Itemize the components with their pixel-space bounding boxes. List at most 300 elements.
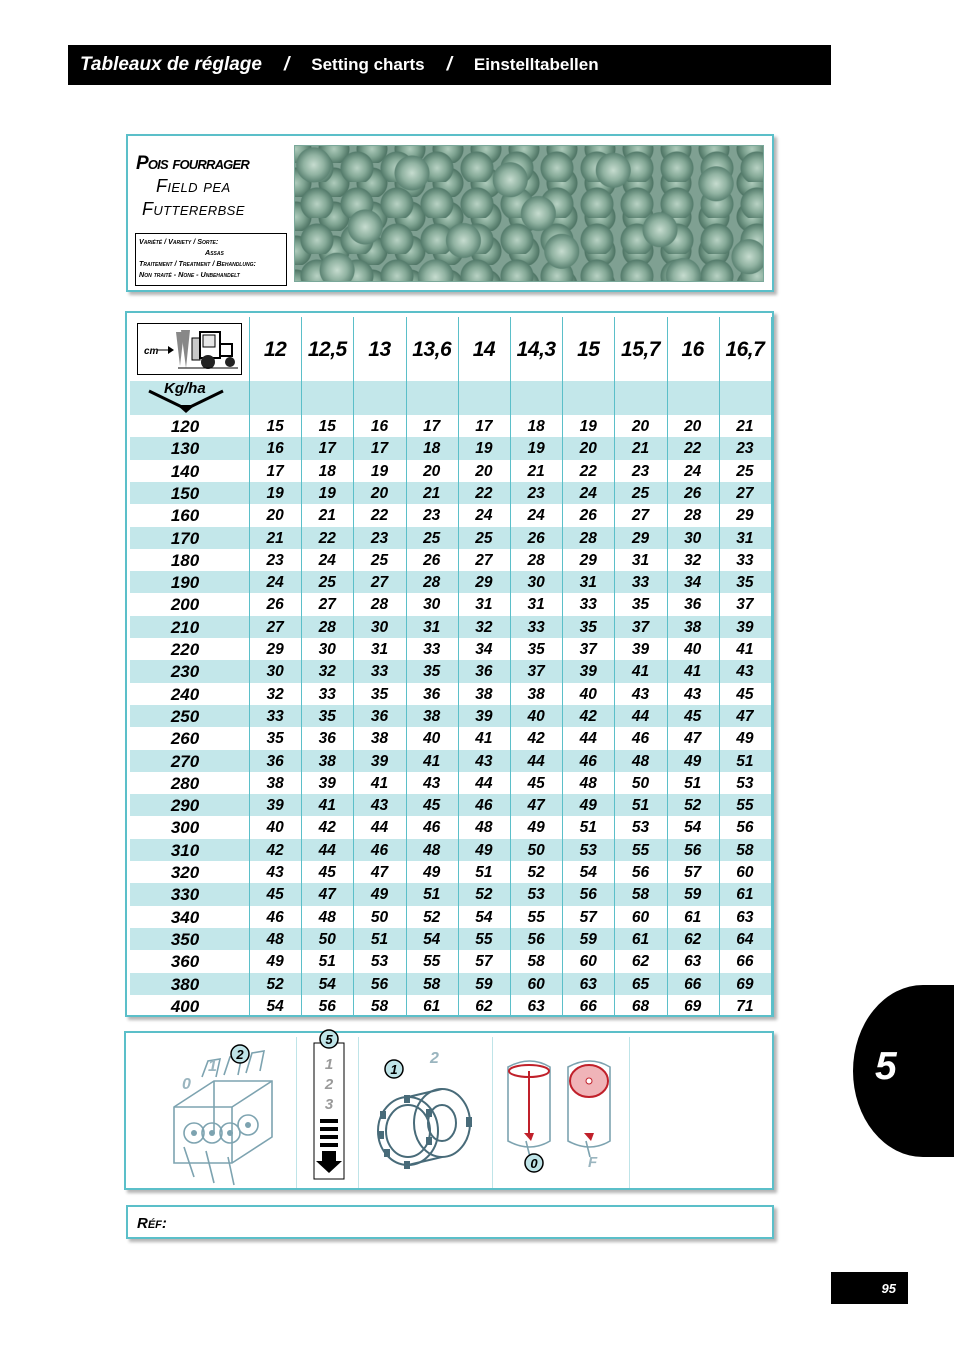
table-cell: 45	[423, 797, 441, 815]
table-cell: 25	[475, 529, 493, 547]
row-rate-label: 330	[170, 885, 200, 905]
column-header: 15	[577, 338, 600, 361]
table-cell: 39	[266, 797, 284, 815]
row-rate-label: 150	[170, 483, 200, 503]
table-cell: 17	[266, 462, 284, 480]
lever-selected: 2	[236, 1047, 244, 1062]
table-cell: 42	[318, 819, 336, 837]
table-cell: 56	[684, 841, 702, 859]
table-cell: 19	[266, 484, 284, 502]
row-rate-label: 170	[170, 528, 200, 548]
table-cell: 50	[527, 841, 545, 859]
table-cell: 56	[579, 886, 597, 904]
table-cell: 20	[370, 484, 389, 502]
variety-value: Assas	[205, 248, 224, 257]
table-cell: 56	[527, 930, 545, 948]
table-cell: 32	[475, 618, 493, 636]
table-cell: 25	[423, 529, 441, 547]
table-cell: 43	[475, 752, 493, 770]
table-cell: 43	[423, 774, 441, 792]
row-rate-label: 300	[170, 818, 200, 838]
table-cell: 33	[736, 551, 754, 569]
table-cell: 57	[684, 864, 702, 881]
table-cell: 49	[475, 841, 493, 859]
table-cell: 22	[579, 462, 597, 480]
table-cell: 18	[423, 440, 441, 458]
table-cell: 44	[370, 819, 389, 837]
table-cell: 36	[318, 730, 336, 748]
row-rate-label: 140	[170, 461, 200, 481]
table-cell: 39	[736, 618, 754, 636]
table-cell: 25	[370, 551, 389, 569]
table-cell: 23	[736, 440, 754, 458]
table-cell: 33	[579, 596, 597, 614]
table-cell: 51	[579, 819, 597, 837]
table-cell: 48	[318, 908, 336, 926]
table-cell: 30	[423, 596, 441, 614]
table-cell: 41	[736, 641, 754, 658]
table-cell: 35	[527, 641, 545, 658]
table-cell: 65	[631, 975, 650, 993]
table-cell: 44	[475, 774, 493, 792]
row-rate-label: 200	[170, 595, 200, 615]
lever-position-1: 1	[208, 1058, 217, 1075]
table-cell: 62	[631, 953, 650, 971]
table-cell: 59	[684, 886, 702, 904]
table-cell: 26	[684, 484, 702, 502]
table-cell: 56	[736, 819, 754, 837]
table-cell: 46	[370, 841, 389, 859]
variety-label: Variété / Variety / Sorte:	[139, 237, 219, 246]
column-header: 13	[368, 338, 391, 361]
column-header: 13,6	[412, 338, 452, 361]
table-cell: 20	[266, 507, 284, 525]
table-cell: 21	[318, 507, 336, 525]
table-cell: 48	[475, 819, 493, 837]
row-rate-label: 120	[170, 417, 200, 436]
table-cell: 50	[370, 908, 389, 926]
table-cell: 15	[318, 418, 336, 435]
table-cell: 54	[475, 908, 493, 926]
table-cell: 24	[318, 551, 336, 569]
table-cell: 19	[475, 440, 493, 458]
table-cell: 55	[736, 797, 754, 815]
table-cell: 51	[631, 797, 650, 815]
gearbox-selected: 1	[390, 1062, 398, 1077]
table-cell: 66	[579, 997, 597, 1015]
table-cell: 27	[736, 484, 754, 502]
table-cell: 21	[527, 462, 545, 480]
table-cell: 52	[527, 864, 545, 881]
table-cell: 19	[318, 484, 336, 502]
table-cell: 24	[684, 462, 702, 480]
table-cell: 45	[266, 886, 284, 904]
scale-step-3: 3	[324, 1096, 334, 1113]
table-cell: 28	[318, 618, 336, 636]
row-rate-label: 270	[170, 751, 200, 771]
table-cell: 38	[527, 685, 545, 703]
reference-box	[126, 1205, 774, 1239]
row-rate-label: 210	[170, 617, 200, 637]
table-cell: 48	[631, 752, 650, 770]
table-cell: 42	[266, 841, 284, 859]
crop-name-de: Futtererbse	[142, 199, 245, 219]
table-cell: 28	[370, 596, 389, 614]
flap-other: F	[588, 1154, 598, 1171]
table-cell: 31	[579, 574, 597, 592]
table-cell: 31	[631, 551, 650, 569]
table-cell: 43	[266, 864, 284, 881]
table-cell: 61	[423, 997, 441, 1015]
flap-selected: 0	[530, 1156, 538, 1171]
table-cell: 21	[631, 440, 650, 458]
table-cell: 69	[684, 997, 702, 1015]
column-header: 12	[263, 338, 287, 361]
header-shade	[130, 381, 772, 415]
table-cell: 28	[684, 507, 702, 525]
table-cell: 60	[736, 864, 754, 881]
column-header: 15,7	[621, 338, 660, 361]
table-cell: 47	[370, 864, 389, 881]
table-cell: 52	[475, 886, 493, 904]
table-cell: 30	[684, 529, 702, 547]
table-cell: 20	[579, 440, 597, 458]
table-cell: 48	[423, 841, 441, 859]
table-cell: 37	[579, 641, 597, 658]
table-cell: 38	[370, 730, 389, 748]
reference-label: Réf:	[137, 1215, 167, 1232]
table-cell: 20	[631, 418, 650, 435]
table-cell: 59	[475, 975, 493, 993]
header-separator: /	[283, 54, 290, 75]
table-cell: 26	[423, 551, 441, 569]
table-cell: 27	[475, 551, 493, 569]
table-cell: 34	[475, 641, 493, 658]
row-rate-label: 130	[170, 439, 200, 459]
table-cell: 16	[266, 440, 284, 458]
table-cell: 19	[370, 462, 389, 480]
table-cell: 43	[631, 685, 650, 703]
table-cell: 52	[684, 797, 702, 815]
table-cell: 49	[579, 797, 597, 815]
table-cell: 64	[736, 930, 754, 948]
column-header: 16,7	[725, 338, 765, 361]
table-cell: 49	[736, 730, 754, 748]
table-cell: 41	[631, 663, 650, 681]
table-cell: 37	[736, 596, 754, 614]
gearbox-other: 2	[430, 1050, 439, 1067]
table-cell: 60	[579, 953, 597, 971]
table-cell: 35	[736, 574, 754, 592]
table-cell: 39	[631, 641, 650, 658]
table-cell: 27	[266, 618, 284, 636]
flap-diagram	[498, 1037, 628, 1183]
table-cell: 52	[423, 908, 441, 926]
table-cell: 41	[684, 663, 702, 681]
table-cell: 51	[370, 930, 389, 948]
table-cell: 35	[266, 730, 284, 748]
table-cell: 43	[684, 685, 702, 703]
table-cell: 25	[631, 484, 650, 502]
row-rate-label: 360	[170, 952, 200, 972]
table-cell: 16	[370, 418, 389, 435]
icon-unit-label: cm	[144, 346, 159, 357]
column-header: 12,5	[307, 338, 347, 361]
table-cell: 17	[475, 418, 493, 435]
table-cell: 38	[318, 752, 336, 770]
row-rate-label: 220	[170, 640, 200, 659]
table-cell: 22	[475, 484, 493, 502]
table-cell: 53	[370, 953, 389, 971]
table-cell: 63	[684, 953, 702, 971]
table-cell: 41	[423, 752, 441, 770]
row-rate-label: 340	[170, 907, 200, 927]
table-cell: 26	[579, 507, 597, 525]
adjustments-box	[124, 1031, 774, 1190]
table-cell: 59	[579, 930, 597, 948]
table-cell: 22	[684, 440, 702, 458]
table-cell: 44	[631, 707, 650, 725]
table-cell: 24	[527, 507, 545, 525]
table-cell: 58	[631, 886, 650, 904]
scale-indicator	[308, 1027, 348, 1185]
drill-depth-icon	[137, 323, 242, 375]
table-cell: 45	[318, 864, 336, 881]
row-rate-label: 230	[170, 662, 200, 682]
table-cell: 33	[527, 618, 545, 636]
table-cell: 47	[736, 707, 754, 725]
table-cell: 38	[475, 685, 493, 703]
table-cell: 54	[579, 864, 597, 881]
table-cell: 27	[370, 574, 389, 592]
treatment-label: Traitement / Treatment / Behandlung:	[139, 259, 256, 268]
lever-diagram	[154, 1037, 294, 1187]
table-cell: 49	[370, 886, 389, 904]
chapter-number: 5	[875, 1045, 897, 1088]
table-cell: 23	[423, 507, 441, 525]
table-cell: 30	[318, 641, 336, 658]
table-cell: 23	[527, 484, 545, 502]
table-cell: 35	[370, 685, 389, 703]
row-rate-label: 260	[170, 729, 200, 749]
divider	[492, 1037, 493, 1188]
table-cell: 58	[736, 841, 754, 859]
table-cell: 45	[684, 707, 702, 725]
row-rate-label: 350	[170, 929, 200, 949]
table-cell: 58	[370, 997, 389, 1015]
table-cell: 51	[684, 774, 702, 792]
table-cell: 37	[527, 663, 545, 681]
table-cell: 24	[266, 574, 284, 592]
table-cell: 29	[475, 574, 493, 592]
table-cell: 38	[266, 774, 284, 792]
column-divider	[771, 317, 772, 1017]
row-rate-label: 180	[170, 550, 200, 570]
header-title-fr: Tableaux de réglage	[80, 54, 262, 75]
table-cell: 21	[266, 529, 284, 547]
table-cell: 71	[736, 997, 754, 1015]
table-cell: 19	[579, 418, 597, 435]
table-cell: 30	[370, 618, 389, 636]
table-cell: 36	[370, 707, 389, 725]
table-cell: 51	[475, 864, 493, 881]
table-cell: 30	[266, 663, 284, 681]
crop-name-en: Field pea	[156, 176, 231, 196]
table-cell: 54	[684, 819, 702, 837]
table-cell: 29	[631, 529, 650, 547]
rate-unit-icon	[147, 377, 225, 415]
table-cell: 47	[318, 886, 336, 904]
table-cell: 63	[736, 908, 754, 926]
table-cell: 44	[318, 841, 336, 859]
table-cell: 20	[423, 462, 441, 480]
table-cell: 15	[266, 418, 284, 435]
table-cell: 29	[579, 551, 597, 569]
rate-unit-label: Kg/ha	[164, 380, 206, 397]
table-cell: 61	[631, 930, 650, 948]
table-cell: 18	[527, 418, 545, 435]
table-cell: 28	[423, 574, 441, 592]
table-cell: 23	[631, 462, 650, 480]
table-cell: 33	[423, 641, 441, 658]
table-cell: 41	[370, 774, 389, 792]
table-cell: 36	[266, 752, 284, 770]
table-cell: 49	[266, 953, 284, 971]
table-cell: 38	[423, 707, 441, 725]
row-rate-label: 190	[170, 573, 200, 593]
table-cell: 52	[266, 975, 284, 993]
table-cell: 26	[527, 529, 545, 547]
table-cell: 54	[266, 997, 284, 1015]
table-cell: 51	[736, 752, 754, 770]
table-cell: 33	[266, 707, 284, 725]
table-cell: 28	[579, 529, 597, 547]
table-cell: 43	[370, 797, 389, 815]
table-cell: 17	[370, 440, 389, 458]
table-cell: 24	[475, 507, 493, 525]
table-cell: 48	[266, 930, 284, 948]
table-cell: 57	[475, 953, 493, 971]
table-cell: 31	[370, 641, 389, 658]
table-cell: 20	[684, 418, 702, 435]
table-cell: 33	[370, 663, 389, 681]
header-title-en: Setting charts	[311, 55, 425, 74]
table-cell: 55	[423, 953, 441, 971]
table-cell: 55	[527, 908, 545, 926]
table-cell: 17	[318, 440, 336, 458]
row-rate-label: 320	[170, 863, 200, 882]
table-cell: 54	[423, 930, 441, 948]
table-cell: 53	[736, 774, 754, 792]
table-cell: 42	[579, 707, 597, 725]
crop-info-box	[126, 134, 774, 292]
table-cell: 56	[318, 997, 336, 1015]
table-cell: 31	[475, 596, 493, 614]
table-cell: 29	[266, 641, 284, 658]
row-rate-label: 280	[170, 773, 200, 793]
table-cell: 45	[736, 685, 754, 703]
table-cell: 37	[631, 618, 650, 636]
column-header: 16	[681, 338, 704, 361]
page-number: 95	[831, 1272, 908, 1304]
table-cell: 42	[527, 730, 545, 748]
table-cell: 58	[527, 953, 545, 971]
table-cell: 46	[579, 752, 597, 770]
table-cell: 68	[631, 997, 650, 1015]
table-cell: 31	[423, 618, 441, 636]
table-cell: 35	[631, 596, 650, 614]
table-cell: 48	[579, 774, 597, 792]
table-cell: 31	[527, 596, 545, 614]
table-cell: 41	[475, 730, 493, 748]
table-cell: 21	[736, 418, 754, 435]
header-title-de: Einstelltabellen	[473, 55, 599, 74]
table-cell: 40	[684, 641, 702, 658]
crop-title	[136, 152, 288, 221]
scale-selected: 5	[325, 1032, 333, 1047]
table-cell: 25	[318, 574, 336, 592]
table-cell: 63	[527, 997, 545, 1015]
table-cell: 38	[684, 618, 702, 636]
table-cell: 54	[318, 975, 336, 993]
table-cell: 53	[631, 819, 650, 837]
table-cell: 40	[527, 707, 545, 725]
table-cell: 49	[527, 819, 545, 837]
table-cell: 23	[266, 551, 284, 569]
table-cell: 29	[736, 507, 754, 525]
table-cell: 60	[631, 908, 650, 926]
table-cell: 33	[318, 685, 336, 703]
divider	[629, 1037, 630, 1188]
table-cell: 55	[631, 841, 650, 859]
table-cell: 36	[475, 663, 493, 681]
table-cell: 50	[631, 774, 650, 792]
table-cell: 46	[266, 908, 284, 926]
table-cell: 61	[684, 908, 702, 926]
row-rate-label: 290	[170, 796, 200, 816]
table-cell: 44	[579, 730, 597, 748]
table-cell: 32	[684, 551, 702, 569]
table-cell: 40	[579, 685, 597, 703]
table-cell: 40	[423, 730, 441, 748]
table-cell: 53	[579, 841, 597, 859]
row-rate-label: 160	[170, 506, 200, 526]
table-cell: 25	[736, 462, 754, 480]
divider	[296, 1037, 297, 1188]
table-cell: 62	[475, 997, 493, 1015]
table-cell: 39	[579, 663, 597, 681]
variety-info	[135, 233, 287, 286]
table-cell: 39	[318, 774, 336, 792]
table-cell: 58	[423, 975, 441, 993]
row-rate-label: 240	[170, 684, 200, 704]
table-cell: 21	[423, 484, 441, 502]
table-cell: 22	[318, 529, 336, 547]
chapter-tab	[853, 985, 954, 1157]
table-cell: 41	[318, 797, 336, 815]
table-cell: 27	[318, 596, 336, 614]
table-cell: 44	[527, 752, 545, 770]
table-cell: 39	[370, 752, 389, 770]
table-cell: 63	[579, 975, 597, 993]
table-cell: 22	[370, 507, 389, 525]
table-cell: 46	[631, 730, 650, 748]
row-rate-label: 250	[170, 706, 200, 726]
table-cell: 51	[423, 886, 441, 904]
table-cell: 53	[527, 886, 545, 904]
table-cell: 35	[579, 618, 597, 636]
setting-chart-table	[125, 311, 774, 1017]
